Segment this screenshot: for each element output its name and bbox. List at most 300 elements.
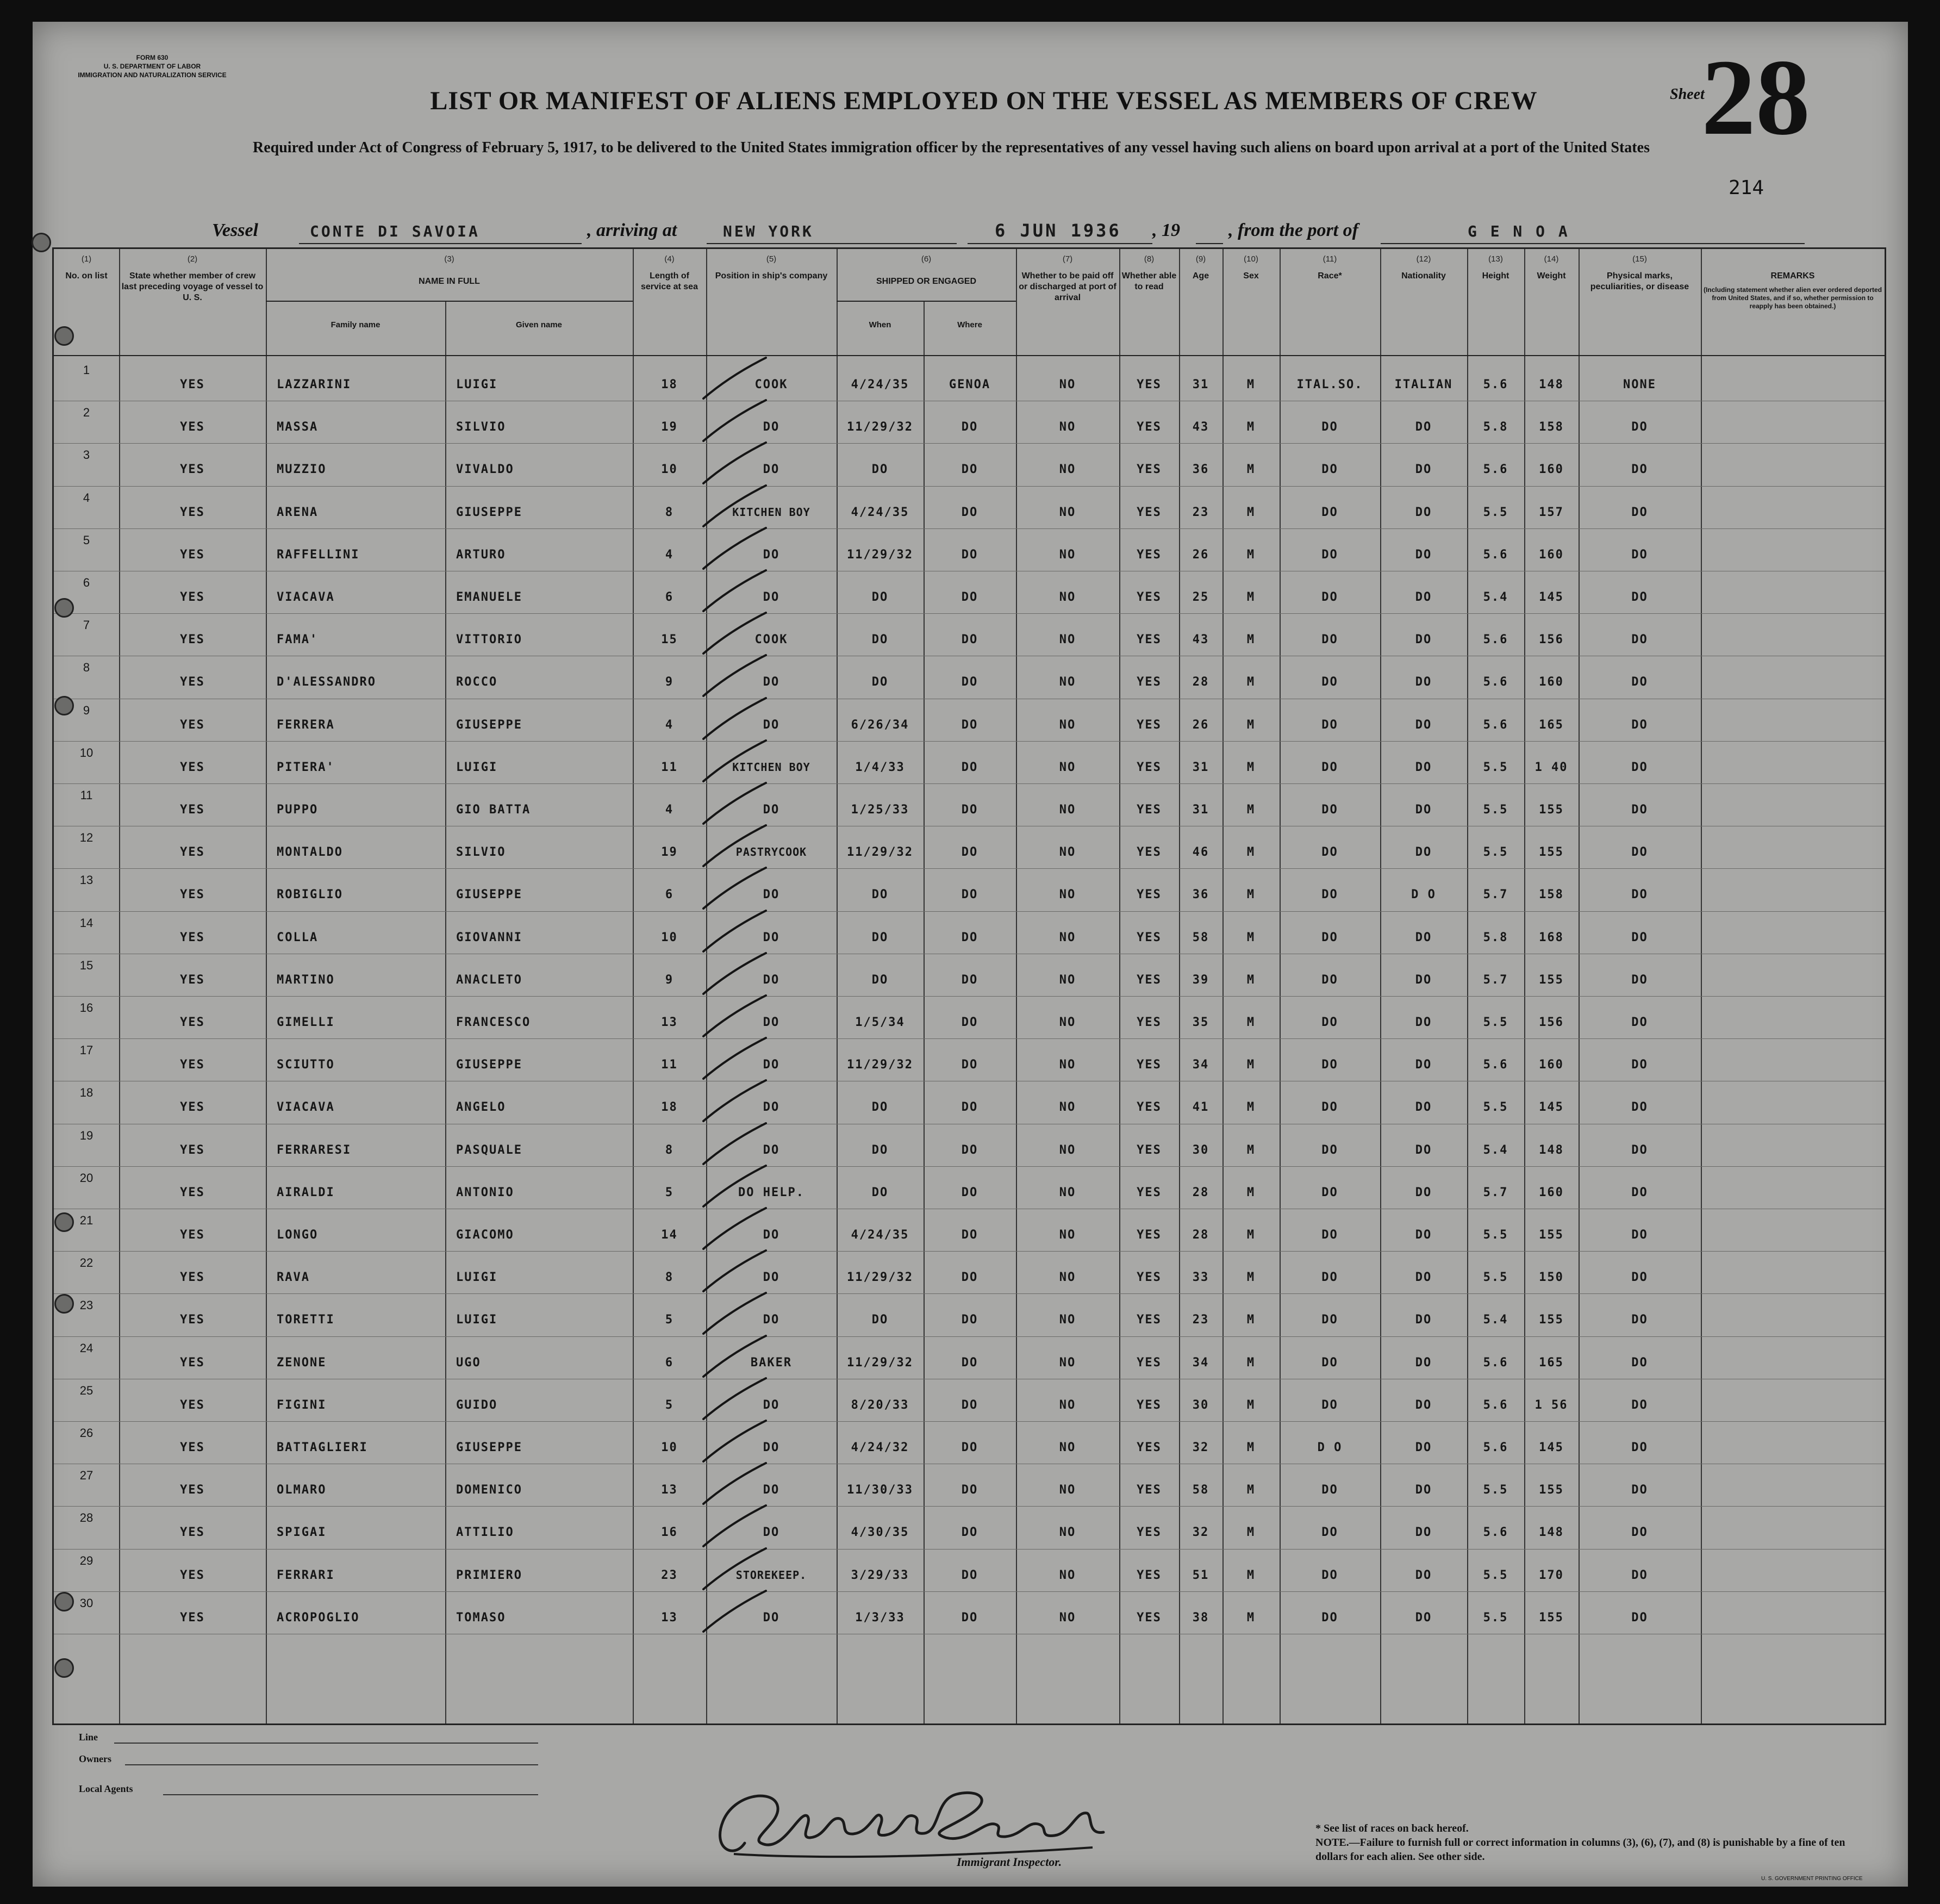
cell-where: DO — [961, 973, 978, 987]
cell-service: 11 — [661, 760, 678, 774]
check-mark-icon — [701, 1333, 771, 1382]
cell-service: 18 — [661, 1100, 678, 1115]
check-mark-icon — [701, 1376, 771, 1424]
cell-paid-off: NO — [1059, 1526, 1076, 1540]
inspector-label: Immigrant Inspector. — [957, 1855, 1062, 1869]
cell-prev: YES — [180, 505, 205, 519]
cell-race: DO — [1321, 1228, 1338, 1242]
cell-nationality: DO — [1415, 1398, 1432, 1412]
cell-marks: DO — [1631, 930, 1648, 944]
check-mark-icon — [701, 568, 771, 617]
column-number: (12) — [1416, 254, 1431, 264]
column-subheader: Given name — [515, 320, 563, 329]
cell-position: DO — [763, 1313, 780, 1327]
cell-height: 5.5 — [1483, 1016, 1508, 1029]
cell-paid-off: NO — [1059, 718, 1076, 732]
cell-when: 11/29/32 — [847, 845, 913, 860]
cell-read: YES — [1137, 1355, 1162, 1370]
cell-prev: YES — [180, 1313, 205, 1327]
cell-sex: M — [1246, 718, 1256, 732]
row-number: 13 — [79, 873, 93, 887]
cell-height: 5.5 — [1483, 845, 1508, 860]
check-mark-icon — [701, 397, 771, 446]
check-mark-icon — [701, 355, 771, 404]
column-number: (2) — [187, 254, 198, 264]
cell-marks: DO — [1631, 718, 1648, 732]
cell-service: 19 — [661, 845, 678, 860]
column-number: (11) — [1323, 254, 1337, 264]
cell-sex: M — [1246, 378, 1256, 391]
column-number: (10) — [1244, 254, 1258, 264]
vessel-label: Vessel — [212, 220, 258, 240]
row-number: 21 — [79, 1214, 93, 1227]
cell-marks: DO — [1631, 1228, 1648, 1242]
column-number: (3) — [444, 254, 454, 264]
cell-weight: 148 — [1539, 1526, 1564, 1540]
check-mark-icon — [701, 950, 771, 999]
cell-sex: M — [1246, 547, 1256, 562]
cell-prev: YES — [180, 378, 205, 391]
cell-nationality: DO — [1415, 1610, 1432, 1625]
cell-race: DO — [1321, 1483, 1338, 1497]
vessel-name: CONTE DI SAVOIA — [310, 222, 480, 240]
cell-service: 23 — [661, 1568, 678, 1582]
cell-age: 51 — [1192, 1568, 1209, 1582]
cell-prev: YES — [180, 760, 205, 774]
column-subheader: When — [869, 320, 891, 329]
cell-marks: DO — [1631, 1398, 1648, 1412]
row-line — [54, 1166, 1885, 1167]
cell-sex: M — [1246, 1313, 1256, 1327]
cell-prev: YES — [180, 420, 205, 434]
row-line — [54, 1038, 1885, 1039]
cell-where: DO — [961, 675, 978, 689]
footer-notes — [1315, 1821, 1859, 1864]
cell-when: 11/29/32 — [847, 1271, 913, 1285]
cell-age: 58 — [1192, 1483, 1209, 1497]
cell-age: 25 — [1192, 590, 1209, 604]
cell-age: 46 — [1192, 845, 1209, 860]
column-number: (14) — [1544, 254, 1559, 264]
row-number: 26 — [79, 1426, 93, 1440]
cell-sex: M — [1246, 930, 1256, 944]
cell-weight: 165 — [1539, 718, 1564, 732]
cell-marks: DO — [1631, 675, 1648, 689]
cell-weight: 148 — [1539, 378, 1564, 391]
cell-given: GUIDO — [456, 1398, 498, 1412]
cell-paid-off: NO — [1059, 1185, 1076, 1199]
check-mark-icon — [701, 695, 771, 744]
cell-read: YES — [1137, 547, 1162, 562]
cell-position: BAKER — [750, 1355, 793, 1370]
cell-nationality: DO — [1415, 633, 1432, 647]
cell-read: YES — [1137, 675, 1162, 689]
cell-given: SILVIO — [456, 420, 506, 434]
check-mark-icon — [701, 1078, 771, 1127]
cell-weight: 160 — [1539, 1058, 1564, 1072]
check-mark-icon — [701, 993, 771, 1042]
cell-family: ROBIGLIO — [277, 888, 343, 902]
column-subheader: Where — [957, 320, 982, 329]
cell-sex: M — [1246, 1016, 1256, 1029]
cell-age: 33 — [1192, 1271, 1209, 1285]
cell-marks: DO — [1631, 1568, 1648, 1582]
cell-age: 34 — [1192, 1355, 1209, 1370]
cell-when: 11/29/32 — [847, 1058, 913, 1072]
cell-race: DO — [1321, 463, 1338, 477]
row-number: 19 — [79, 1128, 93, 1142]
cell-age: 36 — [1192, 888, 1209, 902]
cell-sex: M — [1246, 973, 1256, 987]
cell-service: 14 — [661, 1228, 678, 1242]
arriving-label: , arriving at — [587, 220, 677, 240]
cell-age: 34 — [1192, 1058, 1209, 1072]
row-line — [54, 1421, 1885, 1422]
cell-nationality: DO — [1415, 1441, 1432, 1454]
cell-read: YES — [1137, 1185, 1162, 1199]
cell-nationality: DO — [1415, 463, 1432, 477]
row-number: 15 — [79, 958, 93, 972]
cell-weight: 157 — [1539, 505, 1564, 519]
cell-race: DO — [1321, 1313, 1338, 1327]
cell-prev: YES — [180, 1483, 205, 1497]
cell-family: D'ALESSANDRO — [277, 675, 376, 689]
cell-nationality: ITALIAN — [1394, 378, 1453, 391]
cell-age: 41 — [1192, 1100, 1209, 1115]
column-header: Age — [1192, 271, 1209, 281]
check-mark-icon — [701, 1163, 771, 1212]
remarks-note: (Including statement whether alien ever ordered deported from United States, and if so, whether permission to reapply has been obtained.) — [1703, 286, 1882, 310]
row-number: 28 — [79, 1511, 93, 1525]
cell-height: 5.5 — [1483, 1610, 1508, 1625]
cell-read: YES — [1137, 420, 1162, 434]
check-mark-icon — [701, 823, 771, 872]
cell-when: 1/4/33 — [855, 760, 905, 774]
cell-read: YES — [1137, 1271, 1162, 1285]
cell-weight: 160 — [1539, 675, 1564, 689]
cell-where: DO — [961, 1441, 978, 1454]
cell-sex: M — [1246, 1398, 1256, 1412]
cell-position: DO — [763, 803, 780, 817]
cell-when: DO — [871, 973, 889, 987]
row-number: 17 — [79, 1043, 93, 1057]
cell-where: DO — [961, 1016, 978, 1029]
cell-nationality: DO — [1415, 718, 1432, 732]
cell-sex: M — [1246, 1355, 1256, 1370]
row-number: 1 — [83, 363, 90, 377]
cell-sex: M — [1246, 1185, 1256, 1199]
cell-marks: DO — [1631, 420, 1648, 434]
cell-where: DO — [961, 1398, 978, 1412]
cell-race: DO — [1321, 1568, 1338, 1582]
subtitle: Required under Act of Congress of February 5, 1917, to be delivered to the United States immigration officer by the representatives of any vessel having such aliens on board upon arrival at a port of the United States — [253, 139, 1650, 156]
cell-nationality: DO — [1415, 803, 1432, 817]
cell-height: 5.5 — [1483, 1100, 1508, 1115]
cell-height: 5.5 — [1483, 760, 1508, 774]
cell-age: 36 — [1192, 463, 1209, 477]
cell-where: DO — [961, 803, 978, 817]
column-header: SHIPPED OR ENGAGED — [876, 277, 977, 286]
cell-position: DO — [763, 973, 780, 987]
cell-sex: M — [1246, 1228, 1256, 1242]
cell-weight: 158 — [1539, 420, 1564, 434]
cell-height: 5.6 — [1483, 675, 1508, 689]
row-number: 24 — [79, 1341, 93, 1355]
cell-service: 4 — [665, 547, 674, 562]
cell-nationality: DO — [1415, 930, 1432, 944]
cell-marks: DO — [1631, 1016, 1648, 1029]
row-line — [54, 1549, 1885, 1550]
cell-marks: NONE — [1623, 378, 1656, 391]
column-header: State whether member of crew last preceding voyage of vessel to U. S. — [121, 271, 264, 302]
cell-family: VIACAVA — [277, 1100, 335, 1115]
cell-nationality: D O — [1411, 888, 1436, 902]
cell-prev: YES — [180, 1355, 205, 1370]
from-label: , from the port of — [1228, 220, 1358, 240]
cell-age: 23 — [1192, 505, 1209, 519]
cell-paid-off: NO — [1059, 1143, 1076, 1157]
check-mark-icon — [701, 483, 771, 532]
check-mark-icon — [701, 1205, 771, 1254]
cell-family: SCIUTTO — [277, 1058, 335, 1072]
row-number: 11 — [80, 788, 93, 802]
cell-race: DO — [1321, 760, 1338, 774]
column-header: Length of service at sea — [641, 271, 698, 291]
cell-read: YES — [1137, 1568, 1162, 1582]
check-mark-icon — [701, 1248, 771, 1297]
cell-given: GIUSEPPE — [456, 505, 522, 519]
cell-family: FERRARESI — [277, 1143, 352, 1157]
cell-paid-off: NO — [1059, 1398, 1076, 1412]
row-number: 6 — [83, 576, 90, 589]
cell-when: 4/24/32 — [851, 1441, 909, 1454]
cell-prev: YES — [180, 803, 205, 817]
cell-marks: DO — [1631, 845, 1648, 860]
cell-marks: DO — [1631, 1185, 1648, 1199]
cell-given: GIUSEPPE — [456, 1058, 522, 1072]
cell-race: ITAL.SO. — [1296, 378, 1363, 391]
cell-weight: 155 — [1539, 973, 1564, 987]
column-number: (4) — [664, 254, 675, 264]
cell-given: ARTURO — [456, 547, 506, 562]
year-label: , 19 — [1152, 220, 1180, 240]
cell-weight: 160 — [1539, 463, 1564, 477]
manifest-page — [33, 22, 1908, 1887]
cell-prev: YES — [180, 1610, 205, 1625]
cell-family: PITERA' — [277, 760, 335, 774]
cell-age: 43 — [1192, 420, 1209, 434]
cell-given: LUIGI — [456, 760, 498, 774]
cell-where: DO — [961, 420, 978, 434]
cell-weight: 155 — [1539, 1313, 1564, 1327]
cell-prev: YES — [180, 463, 205, 477]
cell-position: DO — [763, 1610, 780, 1625]
cell-read: YES — [1137, 1058, 1162, 1072]
cell-given: PRIMIERO — [456, 1568, 522, 1582]
column-number: (9) — [1195, 254, 1206, 264]
cell-when: 6/26/34 — [851, 718, 909, 732]
column-header: Whether able to read — [1121, 271, 1177, 291]
cell-family: COLLA — [277, 930, 319, 944]
cell-marks: DO — [1631, 463, 1648, 477]
printer-credit: U. S. GOVERNMENT PRINTING OFFICE — [1761, 1876, 1863, 1882]
cell-age: 26 — [1192, 718, 1209, 732]
cell-given: LUIGI — [456, 1271, 498, 1285]
cell-prev: YES — [180, 1526, 205, 1540]
column-number: (13) — [1488, 254, 1503, 264]
cell-when: 1/5/34 — [855, 1016, 905, 1029]
cell-read: YES — [1137, 1228, 1162, 1242]
cell-sex: M — [1246, 675, 1256, 689]
cell-service: 10 — [661, 930, 678, 944]
cell-marks: DO — [1631, 590, 1648, 604]
arrival-date: 6 JUN 1936 — [995, 220, 1121, 241]
cell-prev: YES — [180, 973, 205, 987]
cell-weight: 145 — [1539, 590, 1564, 604]
row-line — [54, 1591, 1885, 1592]
cell-sex: M — [1246, 1441, 1256, 1454]
cell-given: VIVALDO — [456, 463, 514, 477]
cell-where: DO — [961, 1100, 978, 1115]
check-mark-icon — [701, 1035, 771, 1084]
cell-sex: M — [1246, 803, 1256, 817]
cell-nationality: DO — [1415, 1313, 1432, 1327]
check-mark-icon — [701, 525, 771, 574]
binder-hole — [54, 598, 74, 618]
cell-when: DO — [871, 1143, 889, 1157]
cell-family: ARENA — [277, 505, 319, 519]
cell-prev: YES — [180, 590, 205, 604]
check-mark-icon — [701, 1290, 771, 1339]
cell-paid-off: NO — [1059, 420, 1076, 434]
shipped-subheader-line — [837, 301, 1016, 302]
cell-service: 10 — [661, 463, 678, 477]
cell-marks: DO — [1631, 1313, 1648, 1327]
cell-height: 5.6 — [1483, 463, 1508, 477]
cell-prev: YES — [180, 1441, 205, 1454]
binder-hole — [54, 1592, 74, 1611]
cell-age: 28 — [1192, 1228, 1209, 1242]
cell-marks: DO — [1631, 1058, 1648, 1072]
cell-marks: DO — [1631, 505, 1648, 519]
cell-given: GIUSEPPE — [456, 888, 522, 902]
row-number: 8 — [83, 661, 90, 675]
cell-read: YES — [1137, 718, 1162, 732]
name-subheader-line — [266, 301, 633, 302]
cell-age: 30 — [1192, 1143, 1209, 1157]
cell-marks: DO — [1631, 803, 1648, 817]
check-mark-icon — [701, 1460, 771, 1509]
cell-family: MASSA — [277, 420, 319, 434]
cell-service: 5 — [665, 1398, 674, 1412]
cell-marks: DO — [1631, 547, 1648, 562]
row-line — [54, 528, 1885, 529]
cell-position: DO — [763, 463, 780, 477]
cell-prev: YES — [180, 1228, 205, 1242]
check-mark-icon — [701, 1418, 771, 1467]
column-number: (5) — [766, 254, 777, 264]
cell-read: YES — [1137, 1143, 1162, 1157]
column-header: Weight — [1537, 271, 1566, 281]
row-number: 23 — [79, 1298, 93, 1312]
cell-position: COOK — [754, 378, 788, 391]
cell-service: 9 — [665, 675, 674, 689]
agents-label: Local Agents — [79, 1783, 133, 1794]
column-header: REMARKS — [1770, 271, 1815, 281]
cell-position: DO — [763, 675, 780, 689]
cell-where: DO — [961, 845, 978, 860]
row-line — [54, 486, 1885, 487]
cell-read: YES — [1137, 760, 1162, 774]
cell-sex: M — [1246, 590, 1256, 604]
cell-prev: YES — [180, 1058, 205, 1072]
cell-given: ATTILIO — [456, 1526, 514, 1540]
cell-prev: YES — [180, 1143, 205, 1157]
cell-race: DO — [1321, 1100, 1338, 1115]
cell-nationality: DO — [1415, 1483, 1432, 1497]
cell-when: 1/25/33 — [851, 803, 909, 817]
cell-nationality: DO — [1415, 1568, 1432, 1582]
service-name: IMMIGRATION AND NATURALIZATION SERVICE — [78, 71, 227, 79]
cell-paid-off: NO — [1059, 378, 1076, 391]
cell-when: 4/24/35 — [851, 378, 909, 391]
cell-paid-off: NO — [1059, 633, 1076, 647]
cell-where: DO — [961, 718, 978, 732]
cell-marks: DO — [1631, 888, 1648, 902]
cell-sex: M — [1246, 1526, 1256, 1540]
cell-race: DO — [1321, 633, 1338, 647]
cell-nationality: DO — [1415, 420, 1432, 434]
cell-read: YES — [1137, 803, 1162, 817]
cell-nationality: DO — [1415, 1100, 1432, 1115]
cell-weight: 155 — [1539, 1483, 1564, 1497]
check-mark-icon — [701, 440, 771, 489]
cell-family: MARTINO — [277, 973, 335, 987]
cell-age: 32 — [1192, 1441, 1209, 1454]
sheet-number: 28 — [1701, 38, 1810, 158]
column-subheader: Family name — [330, 320, 380, 329]
cell-marks: DO — [1631, 1526, 1648, 1540]
cell-family: FERRARI — [277, 1568, 335, 1582]
cell-marks: DO — [1631, 1355, 1648, 1370]
cell-nationality: DO — [1415, 590, 1432, 604]
cell-service: 8 — [665, 1271, 674, 1285]
races-note: * See list of races on back hereof. — [1315, 1822, 1469, 1834]
cell-paid-off: NO — [1059, 1100, 1076, 1115]
cell-when: DO — [871, 590, 889, 604]
cell-where: DO — [961, 1313, 978, 1327]
cell-read: YES — [1137, 888, 1162, 902]
cell-family: FERRERA — [277, 718, 335, 732]
cell-race: DO — [1321, 1398, 1338, 1412]
column-header: Whether to be paid off or discharged at port of arrival — [1019, 271, 1116, 302]
cell-read: YES — [1137, 1483, 1162, 1497]
cell-where: GENOA — [949, 378, 991, 391]
column-header: Nationality — [1401, 271, 1446, 281]
cell-given: GIACOMO — [456, 1228, 514, 1242]
cell-weight: 155 — [1539, 803, 1564, 817]
cell-read: YES — [1137, 590, 1162, 604]
cell-where: DO — [961, 1185, 978, 1199]
cell-paid-off: NO — [1059, 1271, 1076, 1285]
cell-weight: 155 — [1539, 1610, 1564, 1625]
cell-read: YES — [1137, 973, 1162, 987]
cell-paid-off: NO — [1059, 590, 1076, 604]
cell-height: 5.7 — [1483, 1185, 1508, 1199]
cell-height: 5.7 — [1483, 973, 1508, 987]
cell-where: DO — [961, 760, 978, 774]
form-identifier — [43, 53, 261, 79]
